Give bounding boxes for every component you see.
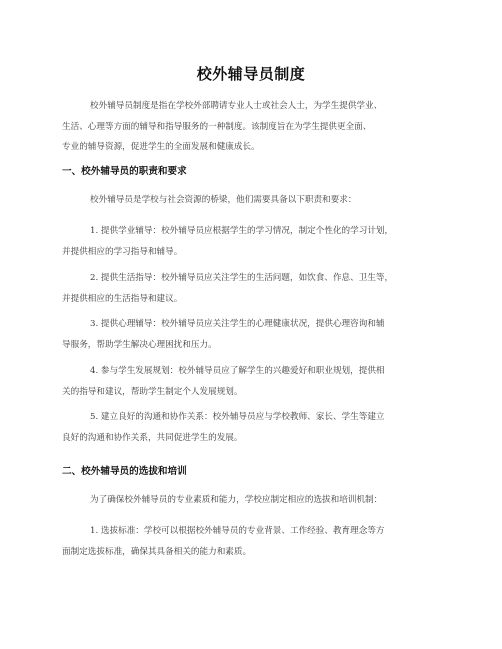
document-title: 校外辅导员制度 bbox=[196, 65, 306, 83]
item-line: 1. 提供学业辅导：校外辅导员应根据学生的学习情况，制定个性化的学习计划， bbox=[90, 226, 394, 236]
section-1-heading: 一、校外辅导员的职责和要求 bbox=[62, 166, 187, 177]
section-2-lead bbox=[62, 490, 454, 511]
item-line: 并提供相应的生活指导和建议。 bbox=[62, 293, 183, 304]
item-line: 3. 提供心理辅导：校外辅导员应关注学生的心理健康状况，提供心理咨询和辅 bbox=[90, 319, 385, 329]
item-line: 5. 建立良好的沟通和协作关系：校外辅导员应与学校教师、家长、学生等建立 bbox=[90, 412, 385, 422]
intro-line: 校外辅导员制度是指在学校外部聘请专业人士或社会人士，为学生提供学业、 bbox=[90, 101, 383, 111]
section-2-heading: 二、校外辅导员的选拔和培训 bbox=[62, 466, 187, 477]
item-line: 导服务，帮助学生解决心理困扰和压力。 bbox=[62, 339, 217, 350]
item-line: 并提供相应的学习指导和辅导。 bbox=[62, 246, 183, 257]
section-1-lead bbox=[62, 190, 454, 211]
intro-line: 生活、心理等方面的辅导和指导服务的一种制度。该制度旨在为学生提供更全面、 bbox=[62, 121, 372, 132]
section-1-item-5 bbox=[62, 407, 454, 448]
item-line: 4. 参与学生发展规划：校外辅导员应了解学生的兴趣爱好和职业规划，提供相 bbox=[90, 366, 385, 376]
item-line: 2. 提供生活指导：校外辅导员应关注学生的生活问题，如饮食、作息、卫生等， bbox=[90, 273, 394, 283]
section-1-item-2 bbox=[62, 268, 454, 309]
item-line: 面制定选拔标准，确保其具备相关的能力和素质。 bbox=[62, 546, 252, 557]
item-line: 1. 选拔标准：学校可以根据校外辅导员的专业背景、工作经验、教育理念等方 bbox=[90, 526, 385, 536]
section-2-item-1 bbox=[62, 521, 454, 562]
section-1-lead-line: 校外辅导员是学校与社会资源的桥梁，他们需要具备以下职责和要求： bbox=[90, 195, 357, 205]
item-line: 关的指导和建议，帮助学生制定个人发展规划。 bbox=[62, 386, 243, 397]
intro-paragraph bbox=[62, 96, 454, 158]
section-1-item-1 bbox=[62, 221, 454, 262]
item-line: 良好的沟通和协作关系，共同促进学生的发展。 bbox=[62, 432, 243, 443]
section-1-item-4 bbox=[62, 361, 454, 402]
section-2-lead-line: 为了确保校外辅导员的专业素质和能力，学校应制定相应的选拔和培训机制： bbox=[90, 495, 383, 505]
section-1-item-3 bbox=[62, 314, 454, 355]
intro-line: 专业的辅导资源，促进学生的全面发展和健康成长。 bbox=[62, 142, 260, 152]
